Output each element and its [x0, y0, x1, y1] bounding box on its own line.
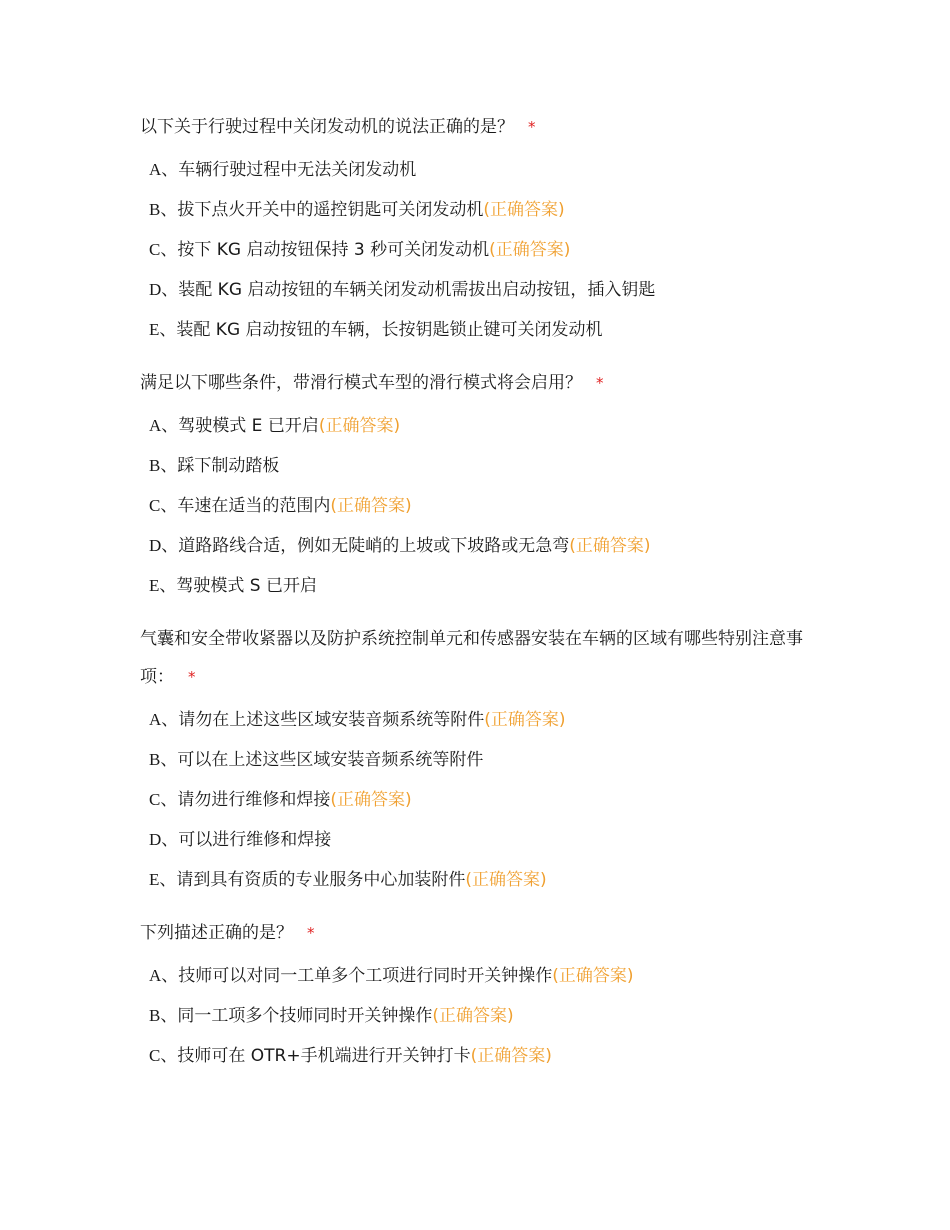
question-3 [140, 620, 830, 900]
required-mark: * [188, 668, 196, 686]
option-e: E、请到具有资质的专业服务中心加装附件(正确答案) [149, 870, 547, 890]
question-2 [140, 364, 830, 606]
option-b: B、同一工项多个技师同时开关钟操作(正确答案) [149, 1006, 514, 1026]
correct-answer-tag: (正确答案) [432, 1006, 514, 1026]
required-mark: * [596, 374, 604, 392]
question-title: 气囊和安全带收紧器以及防护系统控制单元和传感器安装在车辆的区域有哪些特别注意事项： * [140, 629, 803, 687]
option-c: C、技师可在 OTR+手机端进行开关钟打卡(正确答案) [149, 1046, 552, 1066]
option-a: A、请勿在上述这些区域安装音频系统等附件(正确答案) [149, 710, 566, 730]
option-b: B、拔下点火开关中的遥控钥匙可关闭发动机(正确答案) [149, 200, 565, 220]
correct-answer-tag: (正确答案) [483, 200, 565, 220]
question-title: 以下关于行驶过程中关闭发动机的说法正确的是？ * [140, 117, 536, 137]
option-d: D、道路路线合适，例如无陡峭的上坡或下坡路或无急弯(正确答案) [149, 536, 651, 556]
question-4 [140, 914, 830, 1076]
option-a: A、车辆行驶过程中无法关闭发动机 [149, 160, 417, 180]
option-e: E、驾驶模式 S 已开启 [149, 576, 317, 596]
correct-answer-tag: (正确答案) [484, 710, 566, 730]
option-a: A、技师可以对同一工单多个工项进行同时开关钟操作(正确答案) [149, 966, 634, 986]
correct-answer-tag: (正确答案) [330, 496, 412, 516]
required-mark: * [307, 924, 315, 942]
correct-answer-tag: (正确答案) [318, 416, 401, 436]
correct-answer-tag: (正确答案) [465, 870, 547, 890]
question-title: 下列描述正确的是？ * [140, 923, 315, 943]
option-d: D、可以进行维修和焊接 [149, 830, 332, 850]
option-d: D、装配 KG 启动按钮的车辆关闭发动机需拔出启动按钮，插入钥匙 [149, 280, 656, 300]
quiz-page [140, 108, 830, 1090]
option-e: E、装配 KG 启动按钮的车辆，长按钥匙锁止键可关闭发动机 [149, 320, 603, 340]
correct-answer-tag: (正确答案) [330, 790, 412, 810]
question-title: 满足以下哪些条件，带滑行模式车型的滑行模式将会启用？ * [140, 373, 604, 393]
question-1 [140, 108, 830, 350]
option-c: C、车速在适当的范围内(正确答案) [149, 496, 412, 516]
correct-answer-tag: (正确答案) [569, 536, 651, 556]
correct-answer-tag: (正确答案) [552, 966, 634, 986]
option-c: C、按下 KG 启动按钮保持 3 秒可关闭发动机(正确答案) [149, 240, 571, 260]
correct-answer-tag: (正确答案) [470, 1046, 552, 1066]
option-b: B、可以在上述这些区域安装音频系统等附件 [149, 750, 484, 770]
option-b: B、踩下制动踏板 [149, 456, 280, 476]
required-mark: * [528, 118, 536, 136]
correct-answer-tag: (正确答案) [489, 240, 571, 260]
option-c: C、请勿进行维修和焊接(正确答案) [149, 790, 412, 810]
option-a: A、驾驶模式 E 已开启(正确答案) [149, 416, 401, 436]
